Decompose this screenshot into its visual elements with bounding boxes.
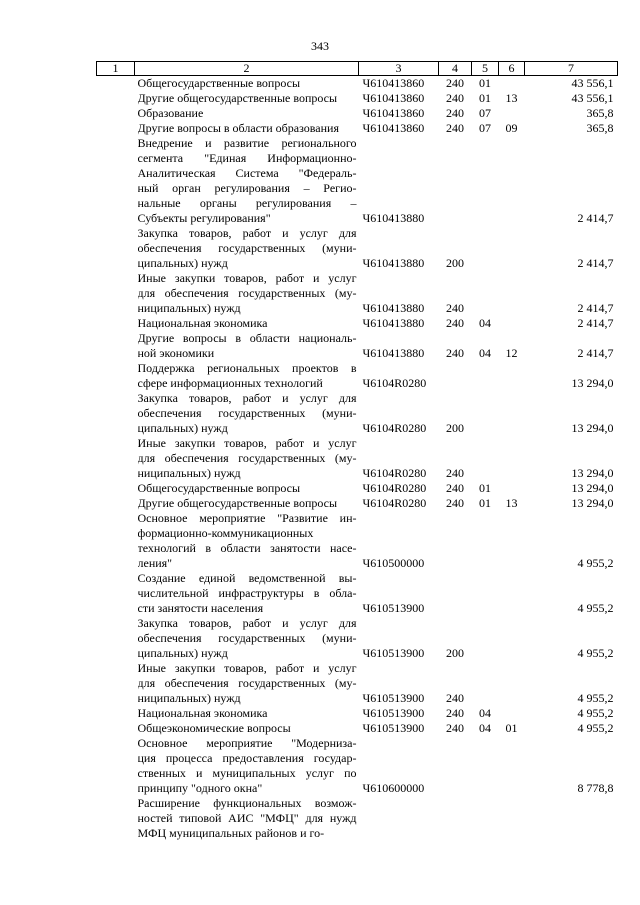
row-subsection: 12 xyxy=(505,346,518,360)
empty-cell xyxy=(97,91,135,106)
row-sum: 2 414,7 xyxy=(577,301,614,315)
row-subsection xyxy=(499,391,525,436)
name-line: обеспечения государственных (муни- xyxy=(137,631,357,645)
name-line: ниципальных) нужд xyxy=(137,466,241,480)
row-section: 04 xyxy=(479,706,491,720)
name-line: Закупка товаров, работ и услуг для xyxy=(137,616,357,630)
name-line: Закупка товаров, работ и услуг для xyxy=(137,391,357,405)
table-row xyxy=(97,136,618,226)
row-expense-type xyxy=(439,796,472,841)
row-subsection xyxy=(499,616,525,661)
row-subsection xyxy=(499,316,525,331)
row-code: Ч610413880 xyxy=(362,301,425,315)
empty-cell xyxy=(97,136,135,226)
name-line: Общегосударственные вопросы xyxy=(137,76,301,90)
column-header: 3 xyxy=(359,62,439,76)
row-section xyxy=(472,511,499,571)
row-code: Ч610413860 xyxy=(362,106,425,120)
empty-cell xyxy=(97,571,135,616)
row-name xyxy=(135,661,359,706)
row-name xyxy=(135,481,359,496)
name-line: Внедрение и развитие регионального xyxy=(137,136,357,150)
empty-cell xyxy=(97,121,135,136)
name-line: Общегосударственные вопросы xyxy=(137,481,301,495)
row-name xyxy=(135,91,359,106)
name-line: Основное мероприятие "Модерниза- xyxy=(137,736,357,750)
row-code: Ч610600000 xyxy=(362,781,425,795)
row-sum: 43 556,1 xyxy=(571,91,614,105)
row-expense-type xyxy=(439,511,472,571)
column-header: 2 xyxy=(135,62,359,76)
row-name xyxy=(135,706,359,721)
name-line: Другие вопросы в области националь- xyxy=(137,331,357,345)
table-header xyxy=(97,62,618,76)
row-sum: 4 955,2 xyxy=(577,706,614,720)
name-line: Иные закупки товаров, работ и услуг xyxy=(137,436,357,450)
name-line: ципальных) нужд xyxy=(137,646,228,660)
row-name xyxy=(135,436,359,481)
row-name xyxy=(135,136,359,226)
table-row xyxy=(97,496,618,511)
row-expense-type: 240 xyxy=(446,346,464,360)
row-name xyxy=(135,571,359,616)
table-body xyxy=(97,76,618,842)
row-name xyxy=(135,796,359,841)
budget-table xyxy=(96,61,618,841)
row-subsection xyxy=(499,736,525,796)
table-row xyxy=(97,76,618,92)
name-line: Поддержка региональных проектов в xyxy=(137,361,357,375)
row-expense-type: 240 xyxy=(446,106,464,120)
row-expense-type: 200 xyxy=(446,421,464,435)
row-sum: 365,8 xyxy=(586,106,614,120)
row-subsection: 01 xyxy=(505,721,518,735)
row-subsection: 09 xyxy=(505,121,518,135)
row-name xyxy=(135,361,359,391)
name-line: ления" xyxy=(137,556,173,570)
name-line: обеспечения государственных (муни- xyxy=(137,241,357,255)
table-row xyxy=(97,106,618,121)
name-line: Субъекты регулирования" xyxy=(137,211,271,225)
name-line: Общеэкономические вопросы xyxy=(137,721,291,735)
name-line: сегмента "Единая Информационно- xyxy=(137,151,357,165)
row-subsection xyxy=(499,76,525,92)
row-code: Ч610413880 xyxy=(362,316,425,330)
row-section xyxy=(472,391,499,436)
name-line: ностей типовой АИС "МФЦ" для нужд xyxy=(137,811,357,825)
row-expense-type: 240 xyxy=(446,496,464,510)
table-row xyxy=(97,511,618,571)
row-section xyxy=(472,271,499,316)
row-expense-type: 240 xyxy=(446,301,464,315)
row-code: Ч610413880 xyxy=(362,211,425,225)
name-line: ция процесса предоставления государ- xyxy=(137,751,357,765)
row-code: Ч610413880 xyxy=(362,346,425,360)
row-sum: 8 778,8 xyxy=(577,781,614,795)
row-subsection xyxy=(499,136,525,226)
row-name xyxy=(135,721,359,736)
row-expense-type xyxy=(439,571,472,616)
name-line: Другие общегосударственные вопросы xyxy=(137,496,338,510)
row-sum: 365,8 xyxy=(586,121,614,135)
row-name xyxy=(135,511,359,571)
name-line: принципу "одного окна" xyxy=(137,781,263,795)
column-header: 4 xyxy=(439,62,472,76)
name-line: Другие вопросы в области образования xyxy=(137,121,339,135)
empty-cell xyxy=(97,316,135,331)
empty-cell xyxy=(97,436,135,481)
name-line: Национальная экономика xyxy=(137,706,268,720)
table-row xyxy=(97,571,618,616)
empty-cell xyxy=(97,331,135,361)
name-line: МФЦ муниципальных районов и го- xyxy=(137,826,325,840)
row-code: Ч6104R0280 xyxy=(362,466,427,480)
row-code: Ч610513900 xyxy=(362,691,425,705)
row-section: 04 xyxy=(479,316,491,330)
row-expense-type: 240 xyxy=(446,91,464,105)
row-subsection xyxy=(499,511,525,571)
row-sum: 13 294,0 xyxy=(571,421,614,435)
row-expense-type: 200 xyxy=(446,256,464,270)
name-line: ципальных) нужд xyxy=(137,256,228,270)
row-name xyxy=(135,331,359,361)
row-sum: 2 414,7 xyxy=(577,256,614,270)
name-line: Иные закупки товаров, работ и услуг xyxy=(137,661,357,675)
name-line: Расширение функциональных возмож- xyxy=(137,796,357,810)
table-row xyxy=(97,361,618,391)
table-row xyxy=(97,436,618,481)
row-sum: 13 294,0 xyxy=(571,481,614,495)
row-sum: 43 556,1 xyxy=(571,76,614,90)
name-line: формационно-коммуникационных xyxy=(137,526,314,540)
row-subsection xyxy=(499,271,525,316)
column-header: 7 xyxy=(525,62,618,76)
row-expense-type xyxy=(439,736,472,796)
row-name xyxy=(135,616,359,661)
name-line: ной экономики xyxy=(137,346,215,360)
empty-cell xyxy=(97,796,135,841)
row-section xyxy=(472,571,499,616)
column-header: 5 xyxy=(472,62,499,76)
row-expense-type: 240 xyxy=(446,466,464,480)
table-row xyxy=(97,721,618,736)
empty-cell xyxy=(97,661,135,706)
row-section xyxy=(472,796,499,841)
row-code: Ч6104R0280 xyxy=(362,376,427,390)
row-expense-type: 200 xyxy=(446,646,464,660)
name-line: для обеспечения государственных (му- xyxy=(137,286,357,300)
row-expense-type: 240 xyxy=(446,121,464,135)
table-row xyxy=(97,736,618,796)
row-code: Ч610513900 xyxy=(362,721,425,735)
row-name xyxy=(135,76,359,92)
table-row xyxy=(97,391,618,436)
row-section xyxy=(472,736,499,796)
row-name xyxy=(135,736,359,796)
name-line: Создание единой ведомственной вы- xyxy=(137,571,357,585)
name-line: ственных и муниципальных услуг по xyxy=(137,766,357,780)
row-expense-type: 240 xyxy=(446,691,464,705)
row-subsection xyxy=(499,661,525,706)
name-line: Иные закупки товаров, работ и услуг xyxy=(137,271,357,285)
table-row xyxy=(97,616,618,661)
row-code: Ч610513900 xyxy=(362,706,425,720)
row-expense-type xyxy=(439,361,472,391)
table-row xyxy=(97,331,618,361)
row-code: Ч610413860 xyxy=(362,121,425,135)
name-line: Образование xyxy=(137,106,204,120)
row-code: Ч6104R0280 xyxy=(362,481,427,495)
row-name xyxy=(135,316,359,331)
row-section: 07 xyxy=(479,121,491,135)
table-row xyxy=(97,121,618,136)
table-row xyxy=(97,706,618,721)
name-line: технологий в области занятости насе- xyxy=(137,541,357,555)
name-line: Закупка товаров, работ и услуг для xyxy=(137,226,357,240)
name-line: обеспечения государственных (муни- xyxy=(137,406,357,420)
row-sum: 2 414,7 xyxy=(577,316,614,330)
column-header: 6 xyxy=(499,62,525,76)
table-row xyxy=(97,796,618,841)
row-code xyxy=(359,796,439,841)
row-section: 07 xyxy=(479,106,491,120)
row-section xyxy=(472,661,499,706)
row-expense-type xyxy=(439,136,472,226)
name-line: для обеспечения государственных (му- xyxy=(137,676,357,690)
row-section: 01 xyxy=(479,91,491,105)
name-line: сти занятости населения xyxy=(137,601,264,615)
empty-cell xyxy=(97,226,135,271)
row-section: 04 xyxy=(479,721,491,735)
row-code: Ч6104R0280 xyxy=(362,496,427,510)
column-header: 1 xyxy=(97,62,135,76)
empty-cell xyxy=(97,391,135,436)
row-subsection xyxy=(499,106,525,121)
row-sum xyxy=(525,796,618,841)
name-line: ниципальных) нужд xyxy=(137,691,241,705)
row-sum: 4 955,2 xyxy=(577,556,614,570)
empty-cell xyxy=(97,361,135,391)
row-sum: 13 294,0 xyxy=(571,496,614,510)
row-sum: 4 955,2 xyxy=(577,601,614,615)
row-expense-type: 240 xyxy=(446,76,464,90)
row-sum: 4 955,2 xyxy=(577,691,614,705)
row-section: 01 xyxy=(479,481,491,495)
table-row xyxy=(97,316,618,331)
name-line: для обеспечения государственных (му- xyxy=(137,451,357,465)
row-sum: 4 955,2 xyxy=(577,721,614,735)
empty-cell xyxy=(97,271,135,316)
row-sum: 2 414,7 xyxy=(577,346,614,360)
row-subsection xyxy=(499,436,525,481)
row-subsection: 13 xyxy=(505,496,518,510)
row-sum: 13 294,0 xyxy=(571,376,614,390)
row-code: Ч610513900 xyxy=(362,601,425,615)
name-line: ципальных) нужд xyxy=(137,421,228,435)
row-expense-type: 240 xyxy=(446,316,464,330)
row-section xyxy=(472,616,499,661)
name-line: Аналитическая Система "Федераль- xyxy=(137,166,357,180)
row-code: Ч610513900 xyxy=(362,646,425,660)
row-code: Ч610500000 xyxy=(362,556,425,570)
row-section: 04 xyxy=(479,346,491,360)
name-line: Национальная экономика xyxy=(137,316,268,330)
row-sum: 4 955,2 xyxy=(577,646,614,660)
row-code: Ч610413860 xyxy=(362,91,425,105)
row-subsection: 13 xyxy=(505,91,518,105)
empty-cell xyxy=(97,496,135,511)
table-row xyxy=(97,226,618,271)
row-code: Ч6104R0280 xyxy=(362,421,427,435)
row-section xyxy=(472,361,499,391)
row-name xyxy=(135,121,359,136)
table-row xyxy=(97,661,618,706)
name-line: Другие общегосударственные вопросы xyxy=(137,91,338,105)
empty-cell xyxy=(97,106,135,121)
empty-cell xyxy=(97,721,135,736)
row-name xyxy=(135,391,359,436)
row-sum: 13 294,0 xyxy=(571,466,614,480)
row-expense-type: 240 xyxy=(446,481,464,495)
table-row xyxy=(97,271,618,316)
row-subsection xyxy=(499,226,525,271)
table-row xyxy=(97,481,618,496)
row-subsection xyxy=(499,481,525,496)
row-section xyxy=(472,436,499,481)
empty-cell xyxy=(97,736,135,796)
name-line: числительной инфраструктуры в обла- xyxy=(137,586,357,600)
row-subsection xyxy=(499,706,525,721)
name-line: Основное мероприятие "Развитие ин- xyxy=(137,511,357,525)
row-sum: 2 414,7 xyxy=(577,211,614,225)
row-code: Ч610413880 xyxy=(362,256,425,270)
row-expense-type: 240 xyxy=(446,706,464,720)
row-subsection xyxy=(499,796,525,841)
table-row xyxy=(97,91,618,106)
empty-cell xyxy=(97,481,135,496)
row-section: 01 xyxy=(479,76,491,90)
row-subsection xyxy=(499,571,525,616)
row-section xyxy=(472,226,499,271)
row-name xyxy=(135,226,359,271)
name-line: ниципальных) нужд xyxy=(137,301,241,315)
row-subsection xyxy=(499,361,525,391)
empty-cell xyxy=(97,706,135,721)
empty-cell xyxy=(97,511,135,571)
row-section xyxy=(472,136,499,226)
empty-cell xyxy=(97,616,135,661)
row-name xyxy=(135,106,359,121)
empty-cell xyxy=(97,76,135,92)
row-name xyxy=(135,271,359,316)
row-code: Ч610413860 xyxy=(362,76,425,90)
row-section: 01 xyxy=(479,496,491,510)
page-number: 343 xyxy=(311,39,329,53)
name-line: ный орган регулирования – Регио- xyxy=(137,181,357,195)
row-name xyxy=(135,496,359,511)
name-line: нальные органы регулирования – xyxy=(137,196,357,210)
name-line: сфере информационных технологий xyxy=(137,376,323,390)
row-expense-type: 240 xyxy=(446,721,464,735)
